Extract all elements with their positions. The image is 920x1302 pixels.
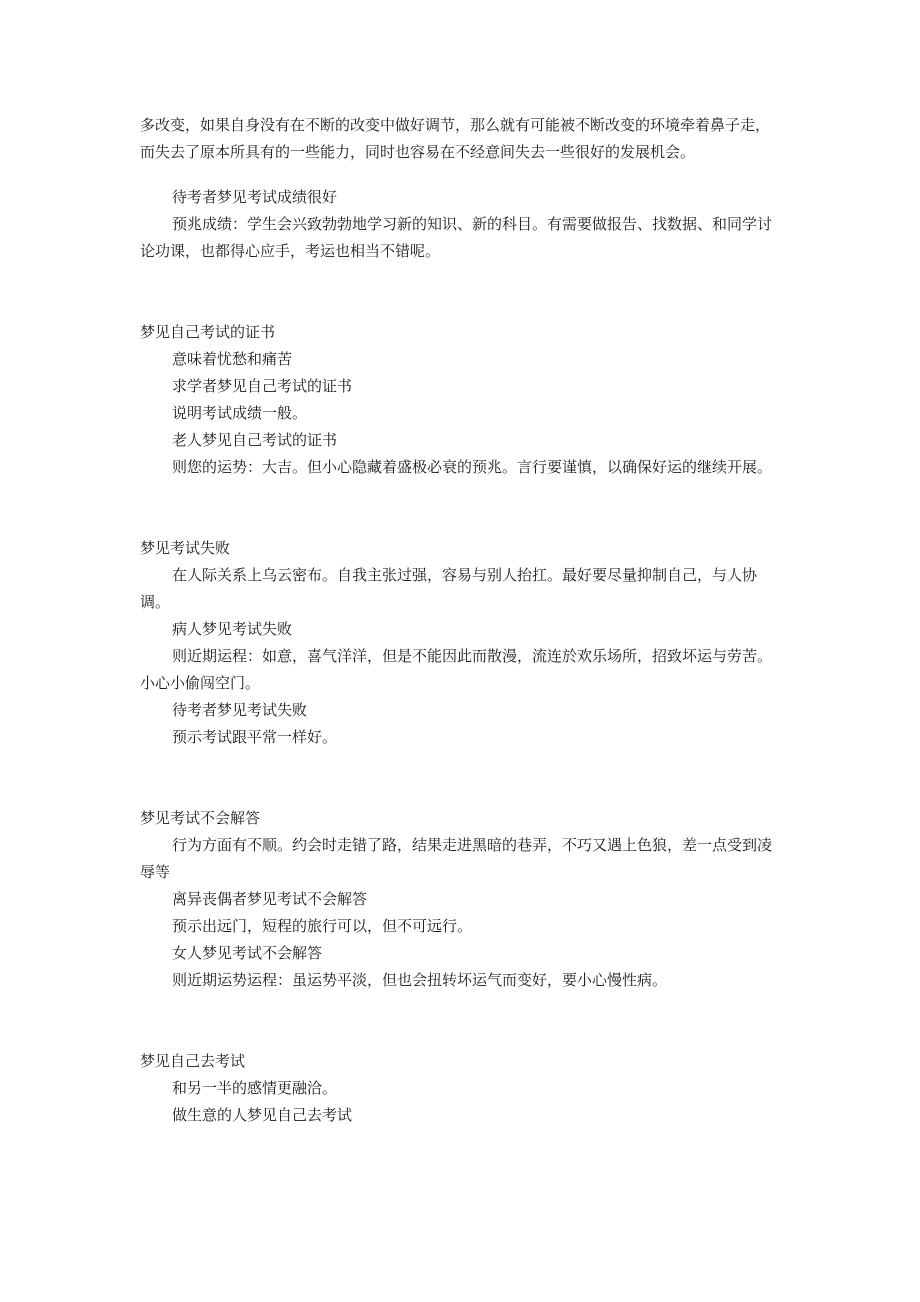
section-title: 梦见自己考试的证书 xyxy=(140,323,276,341)
section-line: 做生意的人梦见自己去考试 xyxy=(172,1106,353,1124)
section-line: 预示考试跟平常一样好。 xyxy=(172,728,338,746)
intro-paragraph: 多改变，如果自身没有在不断的改变中做好调节，那么就有可能被不断改变的环境牵着鼻子走，而失去了原本所具有的一些能力，同时也容易在不经意间失去一些很好的发展机会。 xyxy=(140,116,771,161)
section-line: 行为方面有不顺。约会时走错了路，结果走进黑暗的巷弄，不巧又遇上色狼，差一点受到凌辱等 xyxy=(140,836,773,881)
section-line: 则您的运势：大吉。但小心隐藏着盛极必衰的预兆。言行要谨慎，以确保好运的继续开展。 xyxy=(172,458,773,476)
section-title: 梦见考试不会解答 xyxy=(140,809,261,827)
section-line: 则近期运势运程：虽运势平淡，但也会扭转坏运气而变好，要小心慢性病。 xyxy=(172,971,668,989)
section-line: 说明考试成绩一般。 xyxy=(172,404,308,422)
section-title: 梦见考试失败 xyxy=(140,539,231,557)
section-cannot-answer xyxy=(140,805,780,994)
intro-detail: 预兆成绩：学生会兴致勃勃地学习新的知识、新的科目。有需要做报告、找数据、和同学讨论功课，也都得心应手，考运也相当不错呢。 xyxy=(140,215,773,260)
section-line: 离异丧偶者梦见考试不会解答 xyxy=(172,890,368,908)
section-line: 女人梦见考试不会解答 xyxy=(172,944,323,962)
section-line: 待考者梦见考试失败 xyxy=(172,701,308,719)
section-line: 则近期运程：如意，喜气洋洋，但是不能因此而散漫，流连於欢乐场所，招致坏运与劳苦。小心小偷闯空门。 xyxy=(140,647,773,692)
section-line: 预示出远门，短程的旅行可以，但不可远行。 xyxy=(172,917,473,935)
section-line: 病人梦见考试失败 xyxy=(172,620,293,638)
section-line: 老人梦见自己考试的证书 xyxy=(172,431,338,449)
section-title: 梦见自己去考试 xyxy=(140,1052,246,1070)
section-line: 求学者梦见自己考试的证书 xyxy=(172,377,353,395)
section-certificate xyxy=(140,319,780,481)
section-line: 意味着忧愁和痛苦 xyxy=(172,350,293,368)
section-going-to-exam xyxy=(140,1048,780,1129)
intro-subheading: 待考者梦见考试成绩很好 xyxy=(172,188,338,206)
section-exam-failure xyxy=(140,535,780,751)
section-line: 在人际关系上乌云密布。自我主张过强，容易与别人抬扛。最好要尽量抑制自己，与人协调。 xyxy=(140,566,758,611)
document-body xyxy=(140,112,780,1129)
section-line: 和另一半的感情更融洽。 xyxy=(172,1079,338,1097)
